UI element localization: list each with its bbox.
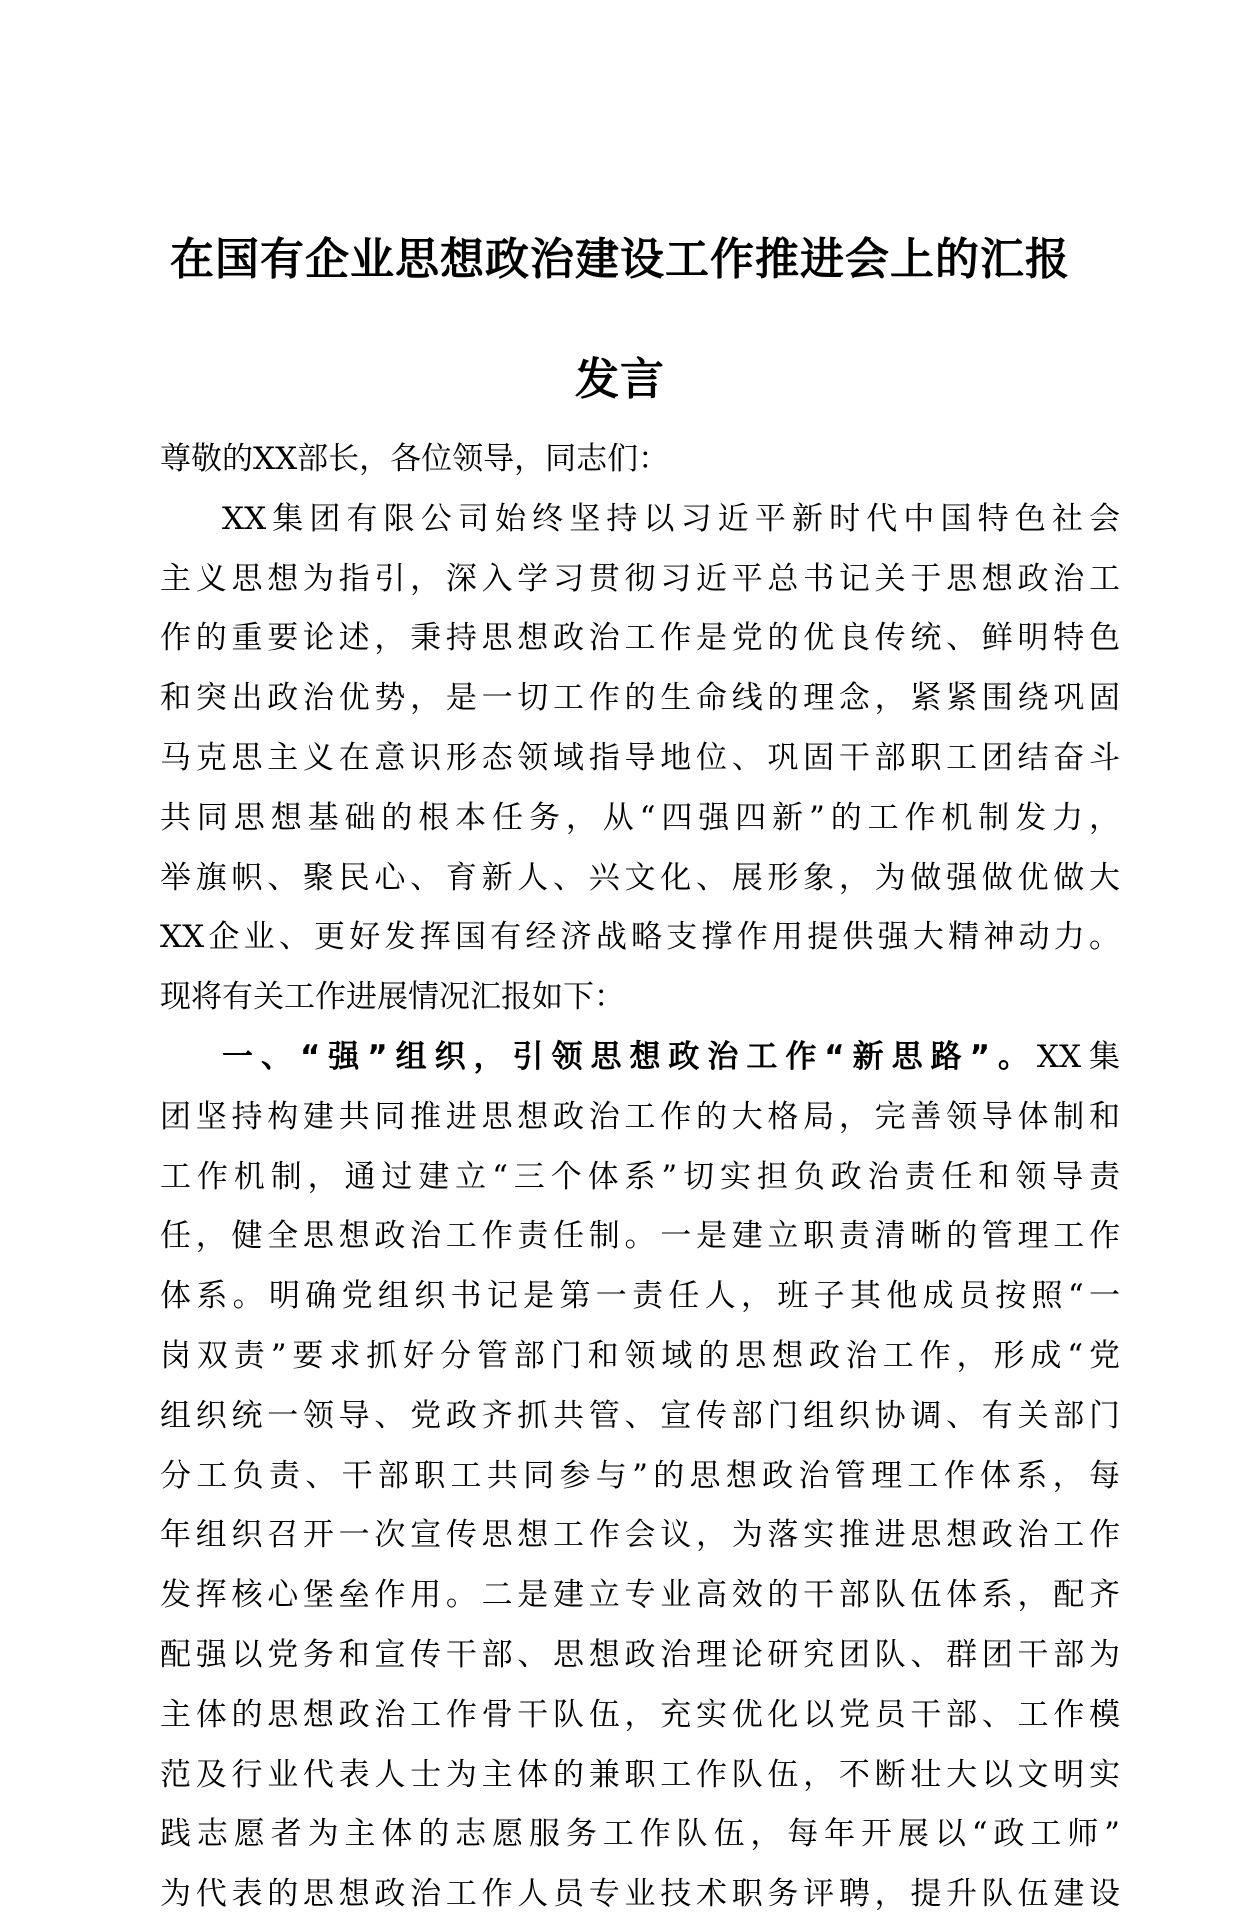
paragraph-line: 任，健全思想政治工作责任制。一是建立职责清晰的管理工作 — [160, 1218, 1120, 1255]
section-1-first-line-rest: XX集 — [1036, 1038, 1121, 1075]
paragraph-line: 现将有关工作进展情况汇报如下： — [160, 979, 625, 1016]
paragraph-line: 团坚持构建共同推进思想政治工作的大格局，完善领导体制和 — [160, 1098, 1120, 1135]
paragraph-line: 组织统一领导、党政齐抓共管、宣传部门组织协调、有关部门 — [160, 1397, 1120, 1434]
paragraph-line: 为代表的思想政治工作人员专业技术职务评聘，提升队伍建设 — [160, 1876, 1120, 1913]
paragraph-line: 范及行业代表人士为主体的兼职工作队伍，不断壮大以文明实 — [160, 1756, 1120, 1793]
section-1-heading: 一、“强”组织，引领思想政治工作“新思路”。 — [222, 1038, 1037, 1075]
paragraph-line: 体系。明确党组织书记是第一责任人，班子其他成员按照“一 — [160, 1278, 1120, 1315]
paragraph-line: 和突出政治优势，是一切工作的生命线的理念，紧紧围绕巩固 — [160, 680, 1120, 717]
paragraph-line: 马克思主义在意识形态领域指导地位、巩固干部职工团结奋斗 — [160, 739, 1120, 776]
section-1-first-line — [160, 1028, 1120, 1088]
paragraph-line: 工作机制，通过建立“三个体系”切实担负政治责任和领导责 — [160, 1158, 1120, 1195]
paragraph-line: 共同思想基础的根本任务，从“四强四新”的工作机制发力， — [160, 799, 1120, 836]
paragraph-line: 年组织召开一次宣传思想工作会议，为落实推进思想政治工作 — [160, 1517, 1120, 1554]
paragraph-line: 作的重要论述，秉持思想政治工作是党的优良传统、鲜明特色 — [160, 620, 1120, 657]
paragraph-line: XX企业、更好发挥国有经济战略支撑作用提供强大精神动力。 — [160, 919, 1120, 956]
document-title-line-1: 在国有企业思想政治建设工作推进会上的汇报 — [170, 234, 1070, 285]
paragraph-line: 主体的思想政治工作骨干队伍，充实优化以党员干部、工作模 — [160, 1696, 1120, 1733]
document-body — [160, 430, 1120, 1925]
paragraph-line: 发挥核心堡垒作用。二是建立专业高效的干部队伍体系，配齐 — [160, 1577, 1120, 1614]
salutation: 尊敬的XX部长，各位领导，同志们： — [160, 441, 670, 477]
document-title-line-2: 发言 — [575, 354, 665, 405]
paragraph-line: 分工负责、干部职工共同参与”的思想政治管理工作体系，每 — [160, 1457, 1120, 1494]
paragraph-line: 践志愿者为主体的志愿服务工作队伍，每年开展以“政工师” — [160, 1816, 1120, 1853]
paragraph-line: 岗双责”要求抓好分管部门和领域的思想政治工作，形成“党 — [160, 1337, 1120, 1374]
paragraph-line: XX集团有限公司始终坚持以习近平新时代中国特色社会 — [222, 500, 1120, 537]
paragraph-line: 配强以党务和宣传干部、思想政治理论研究团队、群团干部为 — [160, 1636, 1120, 1673]
paragraph-line: 主义思想为指引，深入学习贯彻习近平总书记关于思想政治工 — [160, 560, 1120, 597]
paragraph-line: 举旗帜、聚民心、育新人、兴文化、展形象，为做强做优做大 — [160, 859, 1120, 896]
